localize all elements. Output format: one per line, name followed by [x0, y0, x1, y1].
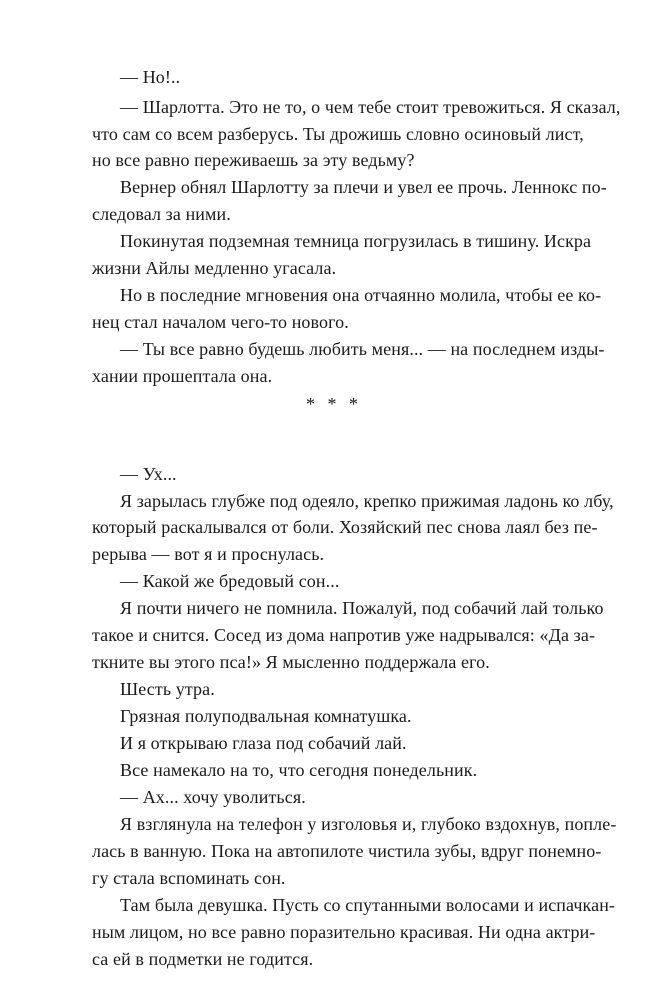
- text-line: Я взглянула на телефон у изголовья и, глубоко вздохнув, попле-: [120, 814, 617, 834]
- text-line: Я зарылась глубже под одеяло, крепко прижимая ладонь ко лбу,: [120, 491, 614, 511]
- text-line: ным лицом, но все равно поразительно красивая. Ни одна актри-: [92, 922, 596, 942]
- text-line: Грязная полуподвальная комнатушка.: [120, 706, 412, 726]
- text-line: — Ах... хочу уволиться.: [120, 787, 306, 807]
- text-line: что сам со всем разберусь. Ты дрожишь словно осиновый лист,: [92, 124, 584, 144]
- text-line: такое и снится. Сосед из дома напротив уже надрывался: «Да за-: [92, 625, 596, 645]
- text-line: Но в последние мгновения она отчаянно молила, чтобы ее ко-: [120, 285, 602, 305]
- text-line: следовал за ними.: [92, 204, 231, 224]
- text-line: хании прошептала она.: [92, 366, 273, 386]
- text-line: — Какой же бредовый сон...: [120, 571, 340, 591]
- text-line: Шесть утра.: [120, 679, 215, 699]
- text-line: И я открываю глаза под собачий лай.: [120, 733, 407, 753]
- text-line: са ей в подметки не годится.: [92, 949, 314, 969]
- text-line: Я почти ничего не помнила. Пожалуй, под собачий лай только: [120, 598, 604, 618]
- text-line: гу стала вспоминать сон.: [92, 868, 286, 888]
- text-line: нец стал началом чего-то нового.: [92, 312, 349, 332]
- text-line: Покинутая подземная темница погрузилась в тишину. Искра: [120, 231, 592, 251]
- text-line: рерыва — вот я и проснулась.: [92, 544, 325, 564]
- text-line: но все равно переживаешь за эту ведьму?: [92, 150, 415, 170]
- section-separator: * * *: [306, 394, 362, 414]
- text-line: — Шарлотта. Это не то, о чем тебе стоит тревожиться. Я сказал,: [120, 97, 621, 117]
- text-line: Там была девушка. Пусть со спутанными волосами и испачкан-: [120, 895, 616, 915]
- text-line: Вернер обнял Шарлотту за плечи и увел ее прочь. Леннокс по-: [120, 177, 607, 197]
- text-line: — Ух...: [120, 464, 177, 484]
- text-line: — Ты все равно будешь любить меня... — на последнем изды-: [120, 339, 605, 359]
- text-line: который раскалывался от боли. Хозяйский пес снова лаял без пе-: [92, 517, 598, 537]
- text-line: лась в ванную. Пока на автопилоте чистила зубы, вдруг понемно-: [92, 841, 602, 861]
- text-line: жизни Айлы медленно угасала.: [92, 258, 337, 278]
- text-line: Все намекало на то, что сегодня понедельник.: [120, 760, 478, 780]
- text-line: ткните вы этого пса!» Я мысленно поддержала его.: [92, 652, 490, 672]
- text-line: — Но!..: [120, 67, 181, 87]
